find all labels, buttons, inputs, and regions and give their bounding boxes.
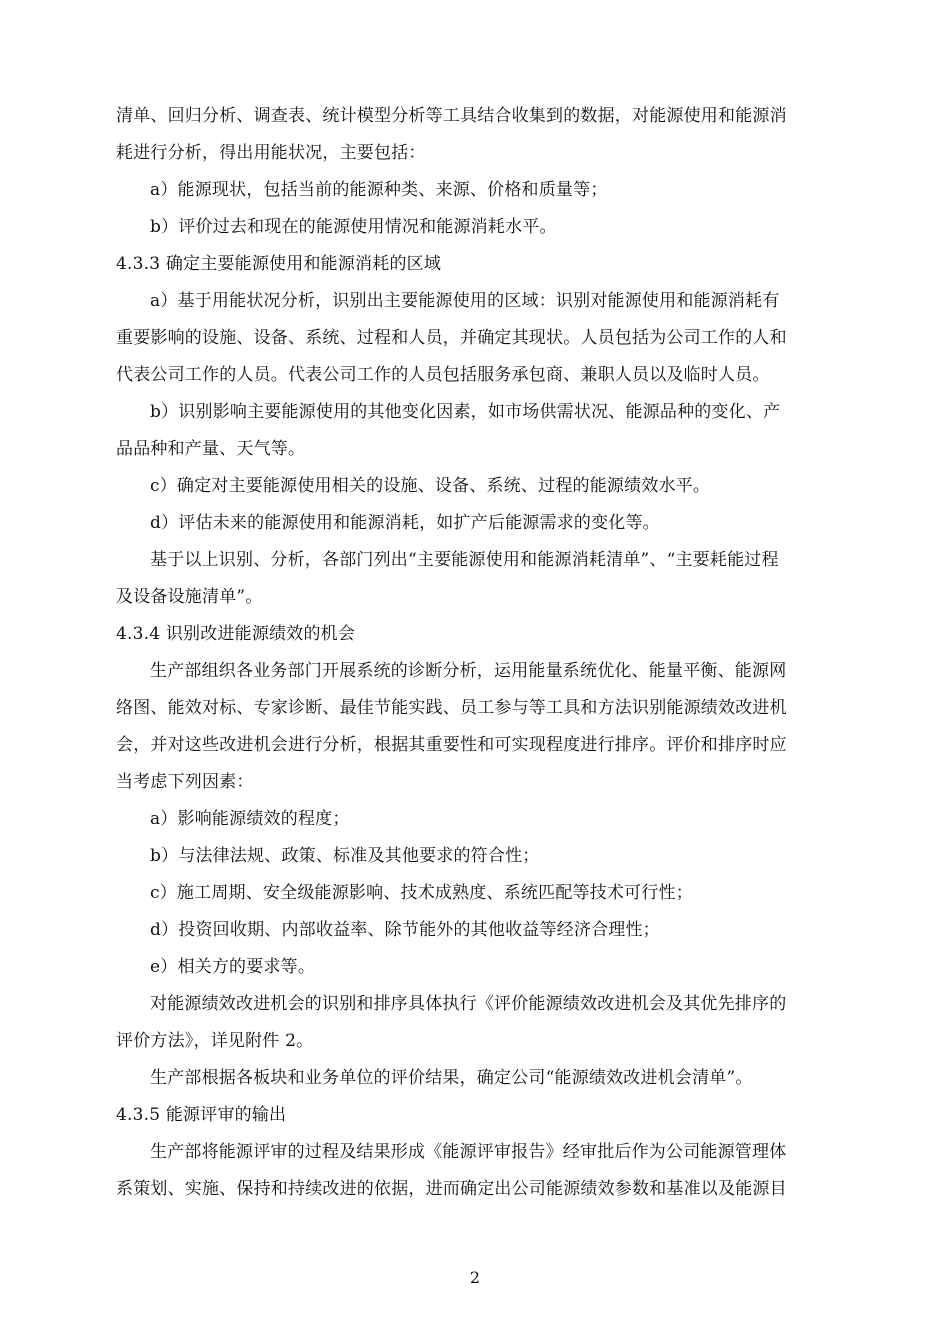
text-line: 及设备设施清单”。 <box>116 587 263 607</box>
text-line: 清单、回归分析、调查表、统计模型分析等工具结合收集到的数据，对能源使用和能源消 <box>116 106 787 126</box>
document-body <box>116 98 864 1208</box>
page-number: 2 <box>469 1268 481 1287</box>
list-item: a）能源现状，包括当前的能源种类、来源、价格和质量等； <box>150 180 608 200</box>
section-heading: 4.3.4 识别改进能源绩效的机会 <box>116 624 356 644</box>
text-line: 系策划、实施、保持和持续改进的依据，进而确定出公司能源绩效参数和基准以及能源目 <box>116 1179 787 1199</box>
list-item: c）施工周期、安全级能源影响、技术成熟度、系统匹配等技术可行性； <box>150 883 693 903</box>
list-item: c）确定对主要能源使用相关的设施、设备、系统、过程的能源绩效水平。 <box>150 476 711 496</box>
list-item: a）影响能源绩效的程度； <box>150 809 350 829</box>
text-line: 耗进行分析，得出用能状况，主要包括： <box>116 143 426 163</box>
text-line: 品品种和产量、天气等。 <box>116 439 306 459</box>
list-item: b）评价过去和现在的能源使用情况和能源消耗水平。 <box>150 217 557 237</box>
text-line: 会，并对这些改进机会进行分析，根据其重要性和可实现程度进行排序。评价和排序时应 <box>116 735 787 755</box>
text-line: 当考虑下列因素： <box>116 772 254 792</box>
list-item: d）评估未来的能源使用和能源消耗，如扩产后能源需求的变化等。 <box>150 513 660 533</box>
paragraph-start: 对能源绩效改进机会的识别和排序具体执行《评价能源绩效改进机会及其优先排序的 <box>150 994 787 1014</box>
text-line: 络图、能效对标、专家诊断、最佳节能实践、员工参与等工具和方法识别能源绩效改进机 <box>116 698 787 718</box>
list-item: b）与法律法规、政策、标准及其他要求的符合性； <box>150 846 540 866</box>
paragraph-start: 生产部根据各板块和业务单位的评价结果，确定公司“能源绩效改进机会清单”。 <box>150 1068 753 1088</box>
list-item: d）投资回收期、内部收益率、除节能外的其他收益等经济合理性； <box>150 920 660 940</box>
list-item: a）基于用能状况分析，识别出主要能源使用的区域：识别对能源使用和能源消耗有 <box>150 291 780 311</box>
paragraph-start: 生产部组织各业务部门开展系统的诊断分析，运用能量系统优化、能量平衡、能源网 <box>150 661 787 681</box>
list-item: b）识别影响主要能源使用的其他变化因素，如市场供需状况、能源品种的变化、产 <box>150 402 781 422</box>
text-line: 代表公司工作的人员。代表公司工作的人员包括服务承包商、兼职人员以及临时人员。 <box>116 365 770 385</box>
section-heading: 4.3.5 能源评审的输出 <box>116 1105 287 1125</box>
text-line: 重要影响的设施、设备、系统、过程和人员，并确定其现状。人员包括为公司工作的人和 <box>116 328 787 348</box>
paragraph-start: 基于以上识别、分析，各部门列出“主要能源使用和能源消耗清单”、“主要耗能过程 <box>150 550 779 570</box>
text-line: 评价方法》，详见附件 2。 <box>116 1031 314 1051</box>
list-item: e）相关方的要求等。 <box>150 957 316 977</box>
section-heading: 4.3.3 确定主要能源使用和能源消耗的区域 <box>116 254 442 274</box>
paragraph-start: 生产部将能源评审的过程及结果形成《能源评审报告》经审批后作为公司能源管理体 <box>150 1142 787 1162</box>
